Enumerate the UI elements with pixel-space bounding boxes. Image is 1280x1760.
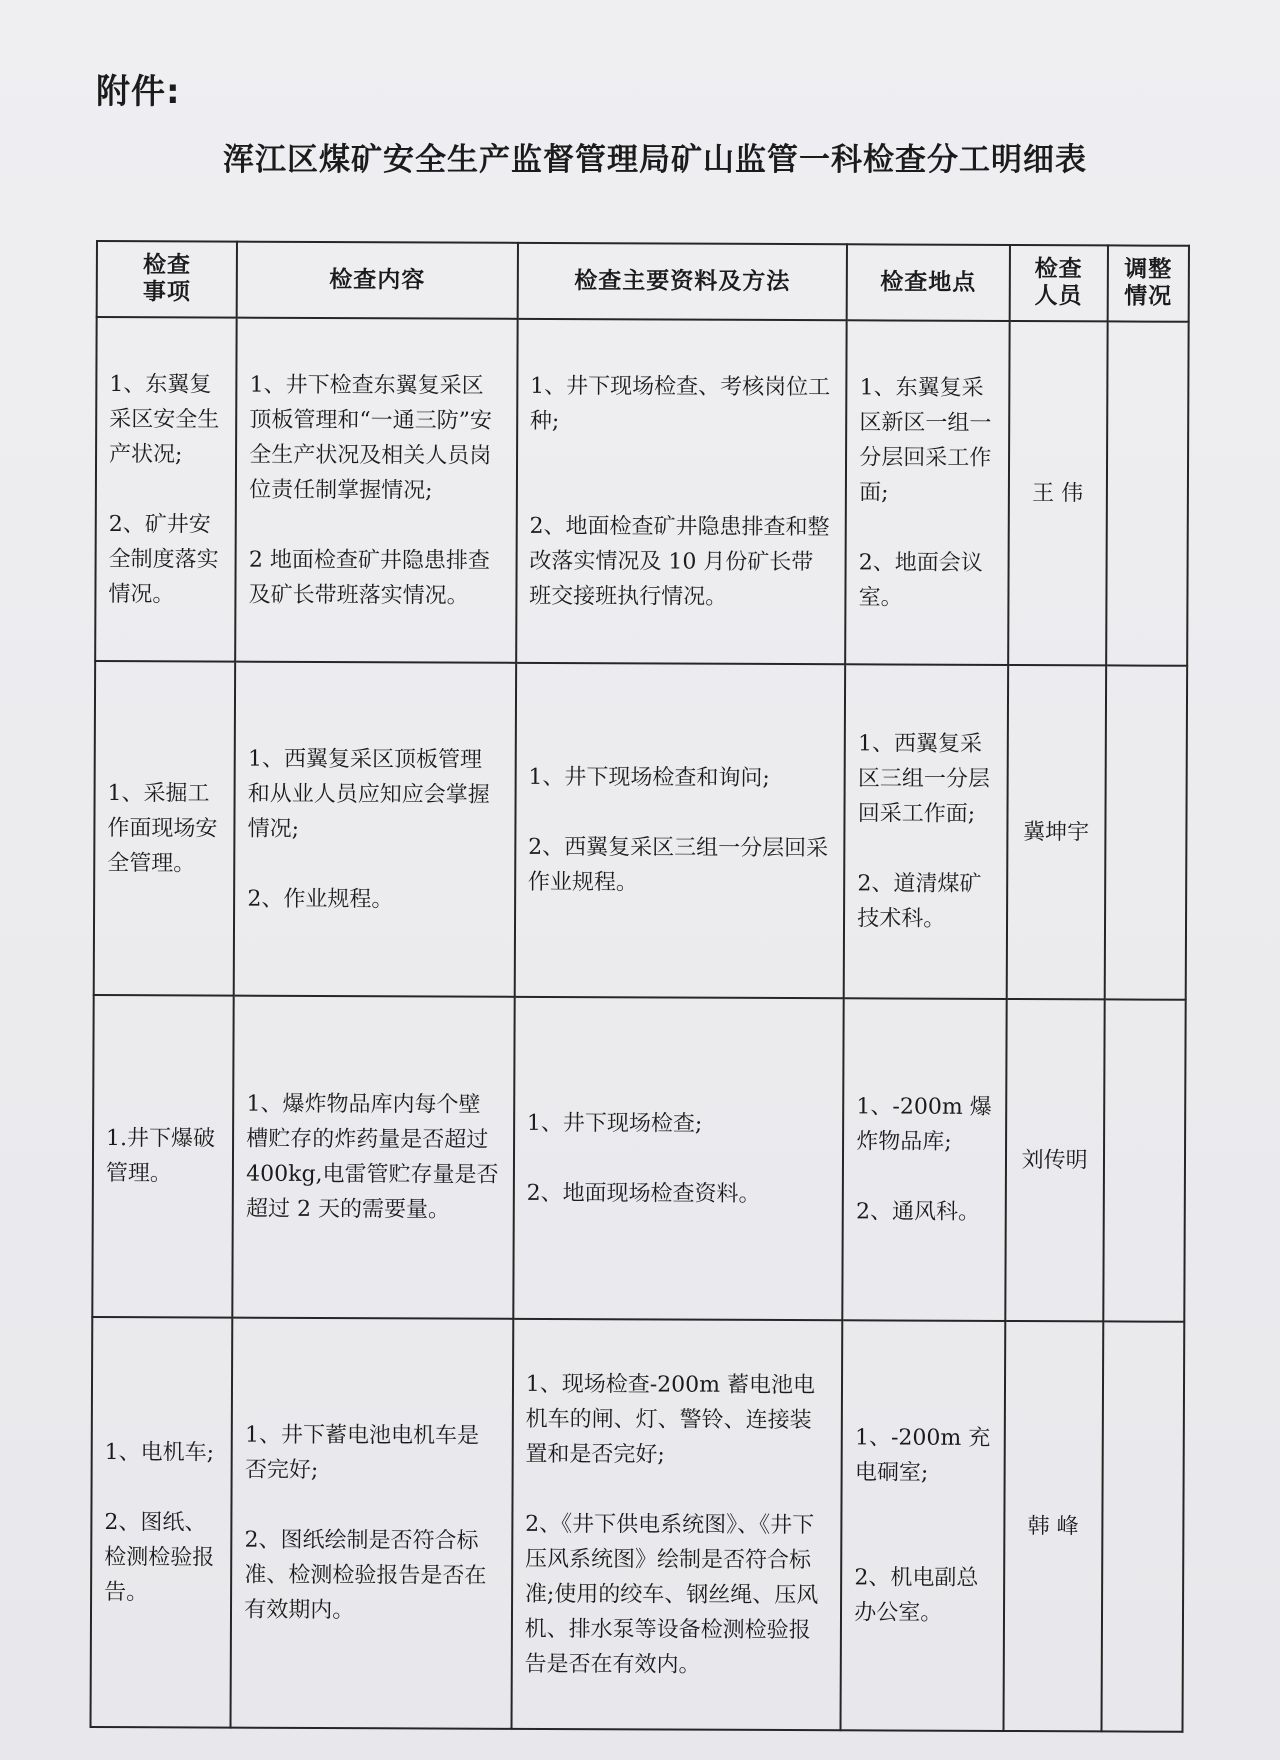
- document-title: 浑江区煤矿安全生产监督管理局矿山监管一科检查分工明细表: [223, 142, 1087, 178]
- cell-adjust: [1106, 321, 1189, 665]
- cell-item: 1、东翼复采区安全生产状况; 2、矿井安全制度落实情况。: [95, 317, 237, 662]
- table-header-row: [97, 241, 1189, 322]
- cell-person: 冀坤宇: [1006, 665, 1105, 999]
- header-item: 检查 事项: [97, 241, 238, 318]
- cell-method: 1、现场检查-200m 蓄电池电机车的闸、灯、警铃、连接装置和是否完好; 2、《井下供电系统图》、《井下压风系统图》绘制是否符合标准;使用的绞车、钢丝绳、压风机、排水泵等设备检测检验报告是否在有效内。: [511, 1319, 842, 1730]
- table-row: [92, 995, 1185, 1322]
- cell-item: 1、采掘工作面现场安全管理。: [94, 661, 236, 996]
- cell-content: 1、井下检查东翼复采区顶板管理和“一通三防”安全生产状况及相关人员岗位责任制掌握情况; 2 地面检查矿井隐患排查及矿长带班落实情况。: [235, 318, 517, 663]
- cell-method: 1、井下现场检查和询问; 2、西翼复采区三组一分层回采作业规程。: [514, 663, 845, 998]
- cell-location: 1、-200m 充电硐室; 2、机电副总办公室。: [841, 1320, 1005, 1731]
- cell-method: 1、井下现场检查; 2、地面现场检查资料。: [513, 997, 844, 1320]
- cell-location: 1、东翼复采区新区一组一分层回采工作面; 2、地面会议室。: [845, 320, 1009, 665]
- table-row: [95, 317, 1188, 666]
- cell-content: 1、井下蓄电池电机车是否完好; 2、图纸绘制是否符合标准、检测检验报告是否在有效期内。: [231, 1318, 513, 1729]
- cell-content: 1、爆炸物品库内每个壁槽贮存的炸药量是否超过 400kg,电雷管贮存量是否超过 2 天的需要量。: [233, 996, 515, 1319]
- header-person: 检查 人员: [1009, 245, 1107, 321]
- table-row: [94, 661, 1187, 1000]
- table-row: [91, 1317, 1185, 1732]
- inspection-table: [90, 240, 1190, 1733]
- header-adjust: 调整 情况: [1107, 245, 1189, 321]
- header-method: 检查主要资料及方法: [517, 243, 847, 320]
- cell-adjust: [1101, 1321, 1184, 1731]
- header-location: 检查地点: [847, 244, 1010, 321]
- cell-person: 韩 峰: [1003, 1321, 1103, 1731]
- header-content: 检查内容: [237, 242, 518, 319]
- cell-adjust: [1103, 999, 1186, 1321]
- cell-location: 1、-200m 爆炸物品库; 2、通风科。: [843, 998, 1007, 1321]
- cell-adjust: [1104, 665, 1187, 999]
- cell-method: 1、井下现场检查、考核岗位工种; 2、地面检查矿井隐患排查和整改落实情况及 10 月份矿长带班交接班执行情况。: [516, 319, 847, 664]
- cell-person: 刘传明: [1005, 999, 1104, 1321]
- cell-content: 1、西翼复采区顶板管理和从业人员应知应会掌握情况; 2、作业规程。: [234, 662, 516, 997]
- cell-item: 1、电机车; 2、图纸、检测检验报告。: [91, 1317, 233, 1728]
- attachment-label: 附件:: [96, 72, 181, 112]
- cell-item: 1.井下爆破管理。: [92, 995, 234, 1318]
- cell-location: 1、西翼复采区三组一分层回采工作面; 2、道清煤矿技术科。: [844, 664, 1008, 999]
- cell-person: 王 伟: [1008, 321, 1107, 665]
